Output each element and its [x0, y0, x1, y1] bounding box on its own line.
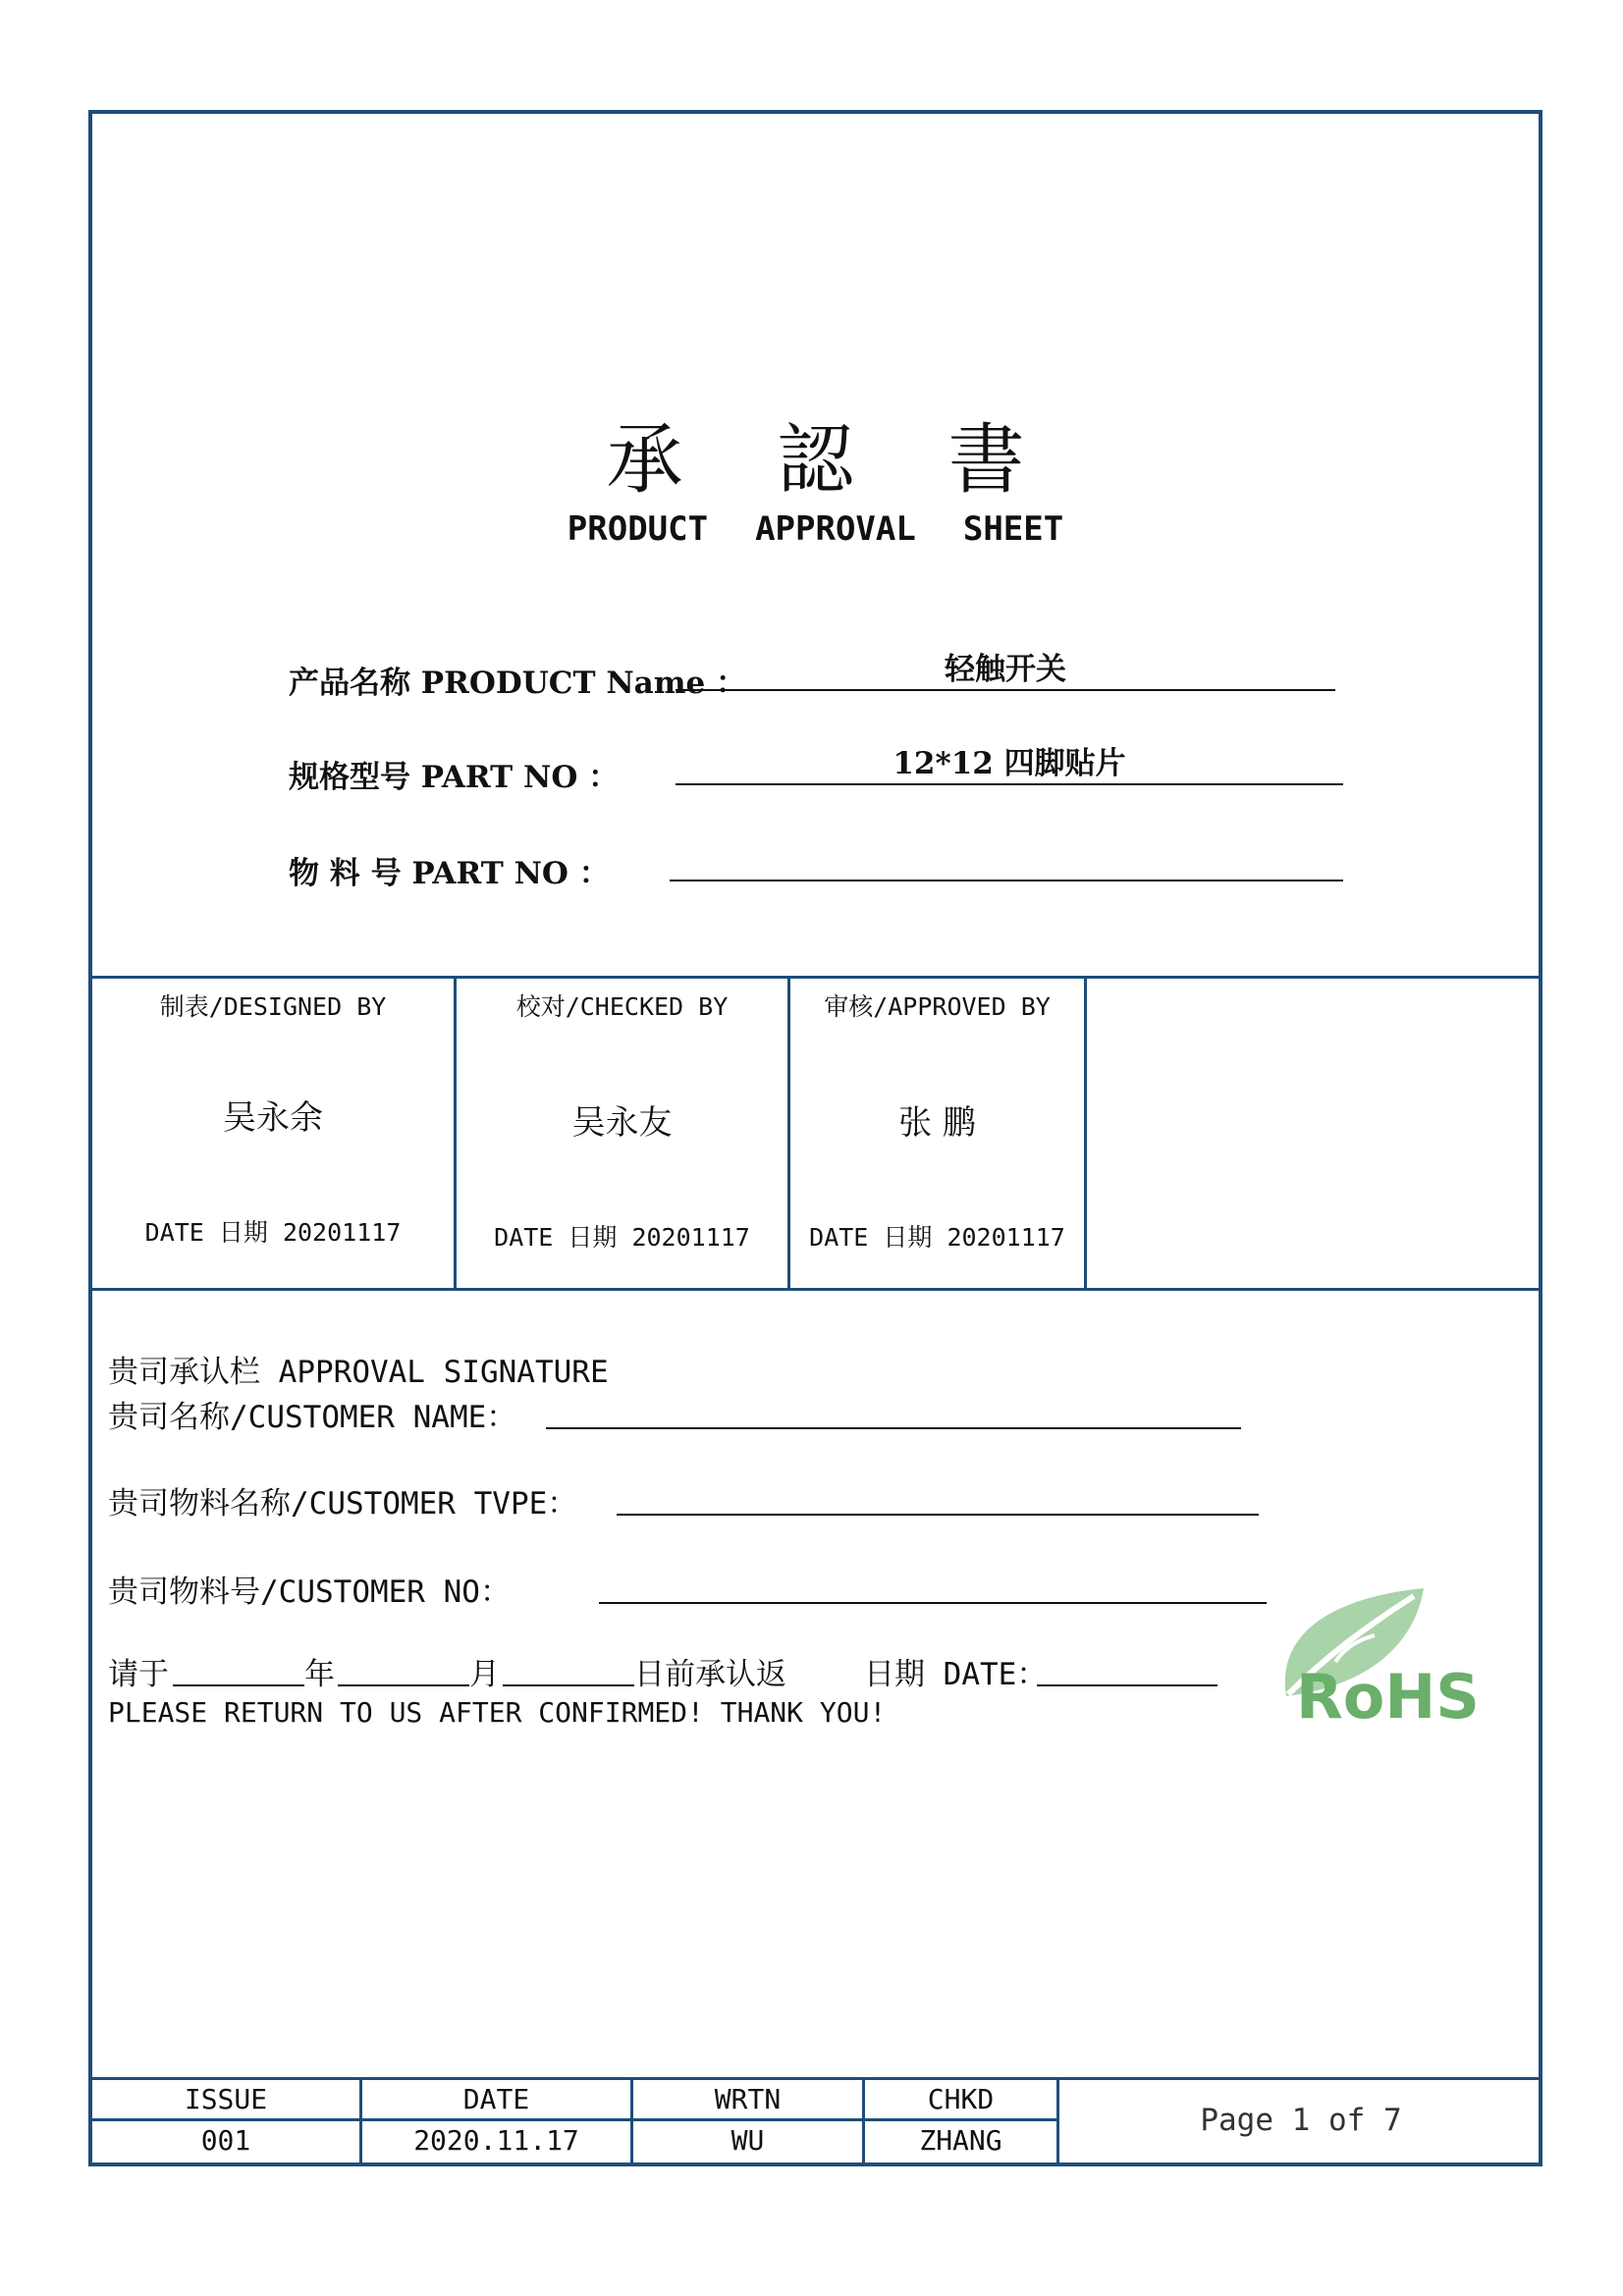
title-char: 書: [947, 416, 1025, 505]
designed-by-heading: 制表/DESIGNED BY: [159, 992, 387, 1021]
customer-heading: 贵司承认栏 APPROVAL SIGNATURE: [108, 1355, 609, 1390]
title-word: SHEET: [962, 509, 1064, 549]
customer-type-field: [617, 1514, 1259, 1516]
designed-by-name: 吴永余: [223, 1098, 323, 1138]
customer-type-label: 贵司物料名称/CUSTOMER TVPE：: [108, 1486, 578, 1522]
return-thanks: PLEASE RETURN TO US AFTER CONFIRMED! THANK YOU!: [108, 1696, 887, 1729]
customer-no-label: 贵司物料号/CUSTOMER NO：: [108, 1575, 511, 1610]
approved-by-heading: 审核/APPROVED BY: [824, 992, 1051, 1021]
title-char: 認: [777, 416, 854, 505]
product-name-value: 轻触开关: [676, 650, 1335, 691]
return-year-label: 年: [304, 1657, 335, 1692]
divider: [92, 2118, 1056, 2121]
divider: [92, 976, 1539, 979]
return-month-field: [338, 1684, 469, 1686]
title-word: APPROVAL: [755, 509, 916, 549]
approved-by-date: DATE 日期 20201117: [809, 1223, 1065, 1252]
page-number: Page 1 of 7: [1200, 2103, 1402, 2138]
return-month-label: 月: [469, 1657, 500, 1692]
title-word: PRODUCT: [567, 509, 709, 549]
date-label: 日期 DATE：: [864, 1657, 1048, 1692]
title-chinese: [92, 399, 1539, 508]
rohs-logo: [1267, 1578, 1483, 1726]
customer-name-field: [546, 1427, 1241, 1429]
checked-by-date: DATE 日期 20201117: [494, 1223, 750, 1252]
footer-value-issue: 001: [200, 2124, 251, 2157]
footer-header-issue: ISSUE: [184, 2083, 268, 2115]
footer-value-date: 2020.11.17: [413, 2124, 579, 2157]
checked-by-name: 吴永友: [571, 1103, 673, 1143]
leaf-icon: [1267, 1578, 1483, 1726]
divider: [92, 1288, 1539, 1291]
return-day-field: [503, 1684, 634, 1686]
title-english: [92, 509, 1539, 549]
part-no-value: 12*12 四脚贴片: [676, 744, 1343, 785]
footer-value-wrtn: WU: [730, 2124, 765, 2157]
footer-header-chkd: CHKD: [927, 2083, 995, 2115]
return-suffix: 日前承认返: [634, 1657, 786, 1692]
date-field: [1037, 1684, 1217, 1686]
return-year-field: [173, 1684, 304, 1686]
product-name-label: 产品名称 PRODUCT Name ：: [289, 666, 747, 701]
divider: [1084, 976, 1087, 1288]
designed-by-date: DATE 日期 20201117: [144, 1218, 402, 1247]
checked-by-heading: 校对/CHECKED BY: [515, 992, 729, 1021]
customer-no-field: [599, 1602, 1267, 1604]
document-frame: [88, 110, 1542, 2166]
footer-header-wrtn: WRTN: [714, 2083, 782, 2115]
material-no-label: 物 料 号 PART NO ：: [289, 856, 610, 891]
divider: [92, 2077, 1539, 2080]
footer-value-chkd: ZHANG: [919, 2124, 1002, 2157]
approved-by-name: 张 鹏: [898, 1103, 976, 1143]
footer-header-date: DATE: [462, 2083, 530, 2115]
customer-name-label: 贵司名称/CUSTOMER NAME：: [108, 1400, 517, 1435]
material-no-value: [670, 840, 1343, 881]
svg-text:RoHS: RoHS: [1296, 1661, 1480, 1726]
title-char: 承: [606, 416, 683, 505]
return-prefix: 请于: [108, 1657, 169, 1692]
part-no-label: 规格型号 PART NO ：: [289, 760, 620, 795]
